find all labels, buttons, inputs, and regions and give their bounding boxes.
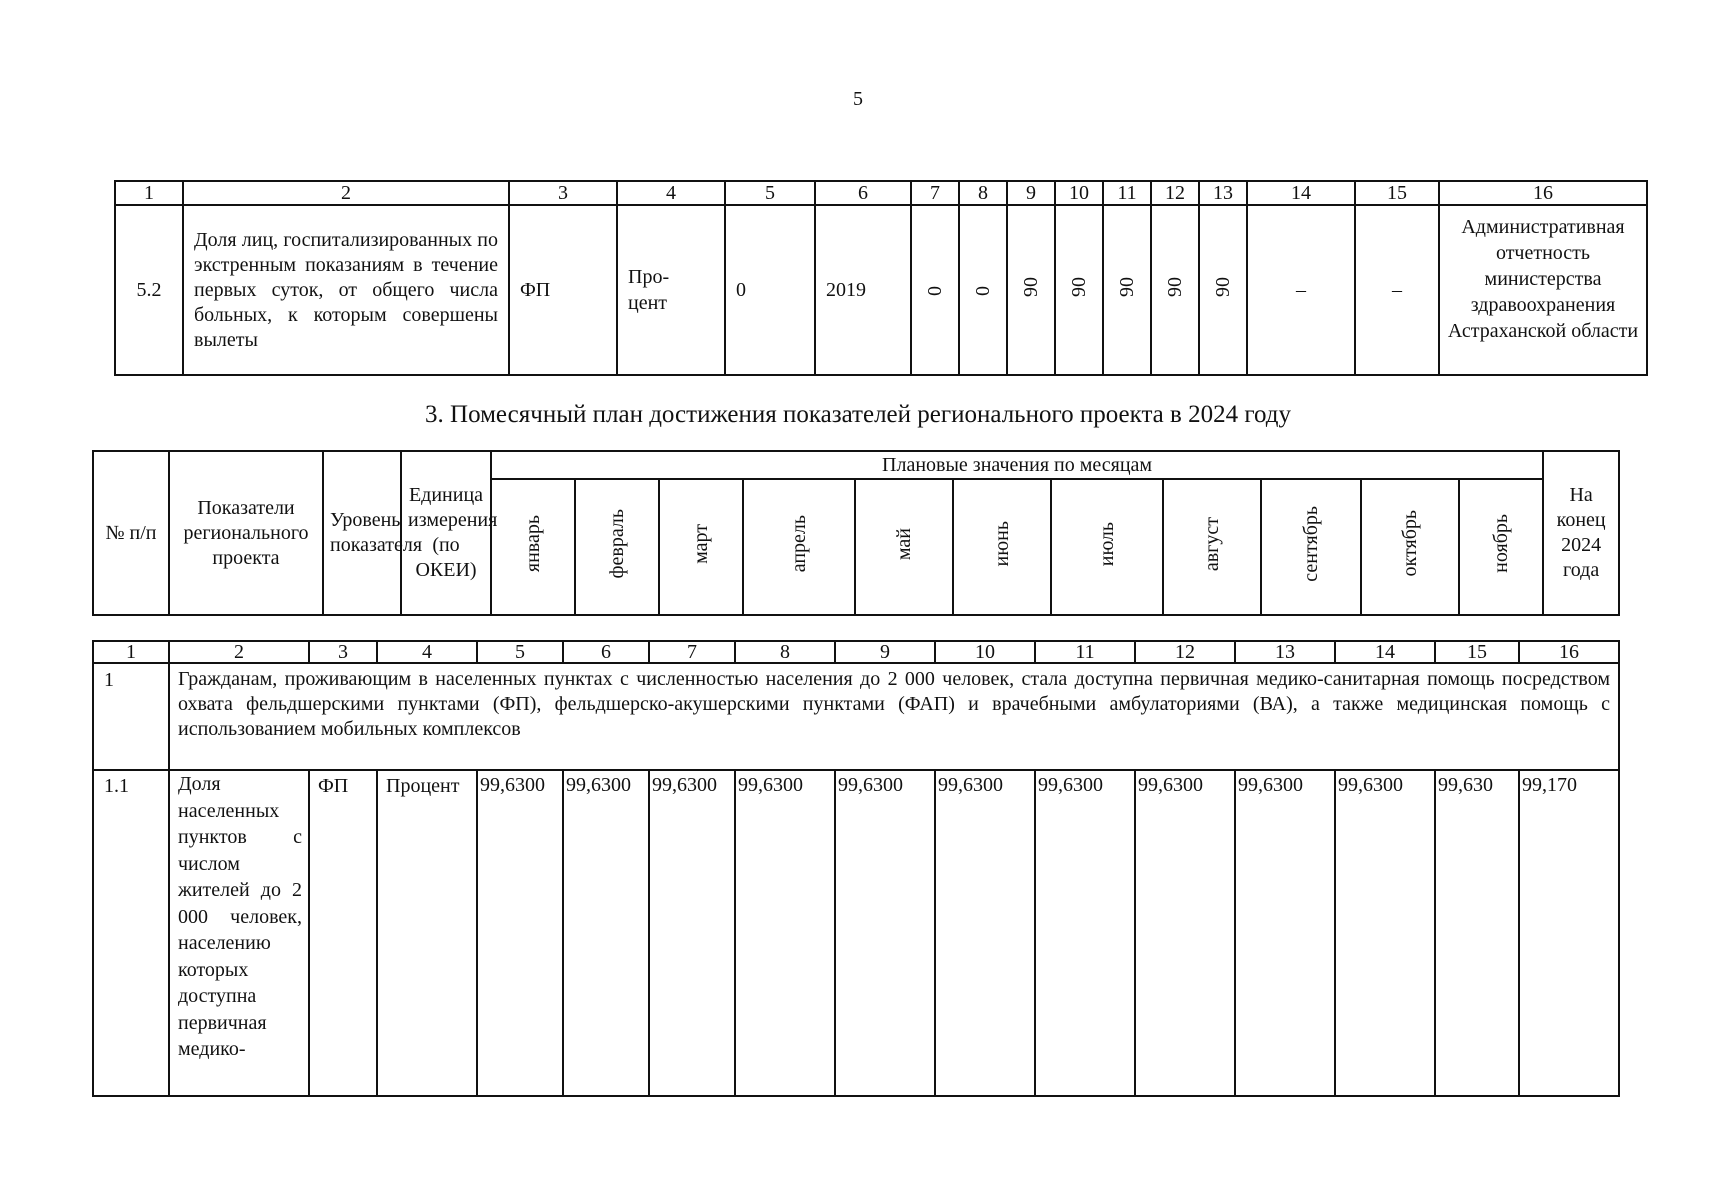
month-header xyxy=(1361,479,1459,615)
header-row xyxy=(93,451,1619,479)
col-num: 16 xyxy=(1519,641,1619,663)
col-num: 2 xyxy=(169,641,309,663)
table-row xyxy=(93,770,1619,1096)
month-value: 99,6300 xyxy=(735,770,835,1096)
year-value-text: 0 xyxy=(924,286,946,296)
year-value-text: 90 xyxy=(1164,276,1186,297)
col-num: 12 xyxy=(1135,641,1235,663)
col-num: 14 xyxy=(1247,181,1355,205)
dash-cell: – xyxy=(1247,205,1355,375)
month-label: февраль xyxy=(605,508,628,579)
unit-line: цент xyxy=(628,292,668,314)
year-value-text: 90 xyxy=(1212,276,1234,297)
year-value-text: 90 xyxy=(1116,276,1138,297)
indicator-unit: Процент xyxy=(377,770,477,1096)
indicator-name: Доля лиц, госпитализированных по экстренным показаниям в течение первых суток, от общего числа больных, к которым совершены вылеты xyxy=(183,205,509,375)
month-value: 99,6300 xyxy=(835,770,935,1096)
month-header xyxy=(575,479,659,615)
year-value xyxy=(911,205,959,375)
month-header xyxy=(1261,479,1361,615)
indicator-level: ФП xyxy=(509,205,617,375)
year-value xyxy=(1151,205,1199,375)
year-value xyxy=(959,205,1007,375)
month-header xyxy=(1051,479,1163,615)
page-number: 5 xyxy=(853,88,863,110)
col-num: 15 xyxy=(1435,641,1519,663)
month-value: 99,6300 xyxy=(649,770,735,1096)
col-num: 10 xyxy=(935,641,1035,663)
base-year: 2019 xyxy=(815,205,911,375)
monthly-plan-table xyxy=(92,640,1620,1097)
month-label: апрель xyxy=(787,515,810,573)
col-num: 16 xyxy=(1439,181,1647,205)
year-value-text: 0 xyxy=(972,286,994,296)
row-number: 1.1 xyxy=(93,770,169,1096)
dash-cell: – xyxy=(1355,205,1439,375)
col-num: 8 xyxy=(735,641,835,663)
year-value xyxy=(1055,205,1103,375)
month-header xyxy=(1163,479,1261,615)
column-number-row xyxy=(93,641,1619,663)
col-num: 9 xyxy=(1007,181,1055,205)
end-of-year-value: 99,170 xyxy=(1519,770,1619,1096)
base-value: 0 xyxy=(725,205,815,375)
month-label: июнь xyxy=(990,520,1013,567)
col-num: 4 xyxy=(377,641,477,663)
year-value-text: 90 xyxy=(1068,276,1090,297)
month-value: 99,6300 xyxy=(1235,770,1335,1096)
month-label: ноябрь xyxy=(1489,514,1512,574)
col-num: 15 xyxy=(1355,181,1439,205)
month-header xyxy=(1459,479,1543,615)
table-row xyxy=(115,205,1647,375)
col-num: 6 xyxy=(563,641,649,663)
month-label: октябрь xyxy=(1398,510,1421,577)
col-num: 2 xyxy=(183,181,509,205)
month-value: 99,6300 xyxy=(1335,770,1435,1096)
year-value xyxy=(1103,205,1151,375)
year-value xyxy=(1199,205,1247,375)
col-num: 12 xyxy=(1151,181,1199,205)
col-num: 9 xyxy=(835,641,935,663)
data-source: Административная отчетность министерства здравоохранения Астраханской области xyxy=(1439,205,1647,375)
col-num: 1 xyxy=(93,641,169,663)
goal-number: 1 xyxy=(93,663,169,770)
col-num: 5 xyxy=(477,641,563,663)
month-header xyxy=(855,479,953,615)
col-num: 7 xyxy=(649,641,735,663)
year-value-text: 90 xyxy=(1020,276,1042,297)
header-planned-values: Плановые значения по месяцам xyxy=(491,451,1543,479)
indicator-name: Доля населенных пунктов с числом жителей до 2 000 человек, населению которых доступна первичная медико- xyxy=(169,770,309,1096)
month-header xyxy=(743,479,855,615)
year-value xyxy=(1007,205,1055,375)
month-value: 99,6300 xyxy=(1035,770,1135,1096)
col-num: 1 xyxy=(115,181,183,205)
column-number-row xyxy=(115,181,1647,205)
col-num: 13 xyxy=(1235,641,1335,663)
month-label: август xyxy=(1200,516,1223,571)
header-num: № п/п xyxy=(93,451,169,615)
col-num: 8 xyxy=(959,181,1007,205)
section-title: 3. Помесячный план достижения показателей регионального проекта в 2024 году xyxy=(425,401,1291,428)
header-indicators: Показатели регионального проекта xyxy=(169,451,323,615)
month-label: сентябрь xyxy=(1299,505,1322,582)
header-level: Уровень показателя xyxy=(323,451,401,615)
month-label: март xyxy=(689,523,712,564)
indicators-table-continuation xyxy=(114,180,1648,376)
col-num: 5 xyxy=(725,181,815,205)
col-num: 11 xyxy=(1103,181,1151,205)
col-num: 13 xyxy=(1199,181,1247,205)
month-label: май xyxy=(892,527,915,560)
month-label: январь xyxy=(521,515,544,573)
row-number: 5.2 xyxy=(115,205,183,375)
col-num: 4 xyxy=(617,181,725,205)
col-num: 6 xyxy=(815,181,911,205)
indicator-level: ФП xyxy=(309,770,377,1096)
col-num: 10 xyxy=(1055,181,1103,205)
col-num: 7 xyxy=(911,181,959,205)
monthly-plan-header-table xyxy=(92,450,1620,616)
header-end-of-year: На конец 2024 года xyxy=(1543,451,1619,615)
unit-cell xyxy=(617,205,725,375)
col-num: 3 xyxy=(309,641,377,663)
month-header xyxy=(659,479,743,615)
month-value: 99,6300 xyxy=(563,770,649,1096)
month-label: июль xyxy=(1095,521,1118,566)
col-num: 11 xyxy=(1035,641,1135,663)
month-value: 99,6300 xyxy=(1135,770,1235,1096)
month-value: 99,6300 xyxy=(935,770,1035,1096)
header-unit: Единица измерения (по ОКЕИ) xyxy=(401,451,491,615)
month-value: 99,630 xyxy=(1435,770,1519,1096)
month-header xyxy=(491,479,575,615)
month-value: 99,6300 xyxy=(477,770,563,1096)
goal-text: Гражданам, проживающим в населенных пунктах с численностью населения до 2 000 человек, стала доступна первичная медико-санитарная помощь посредством охвата фельдшерскими пунктами (ФП), фельдшерско-акушерскими пунктами (ФАП) и врачебными амбулаториями (ВА), а также медицинская помощь с использованием мобильных комплексов xyxy=(169,663,1619,770)
month-header xyxy=(953,479,1051,615)
unit-line: Про- xyxy=(628,266,670,288)
col-num: 3 xyxy=(509,181,617,205)
col-num: 14 xyxy=(1335,641,1435,663)
goal-row xyxy=(93,663,1619,770)
